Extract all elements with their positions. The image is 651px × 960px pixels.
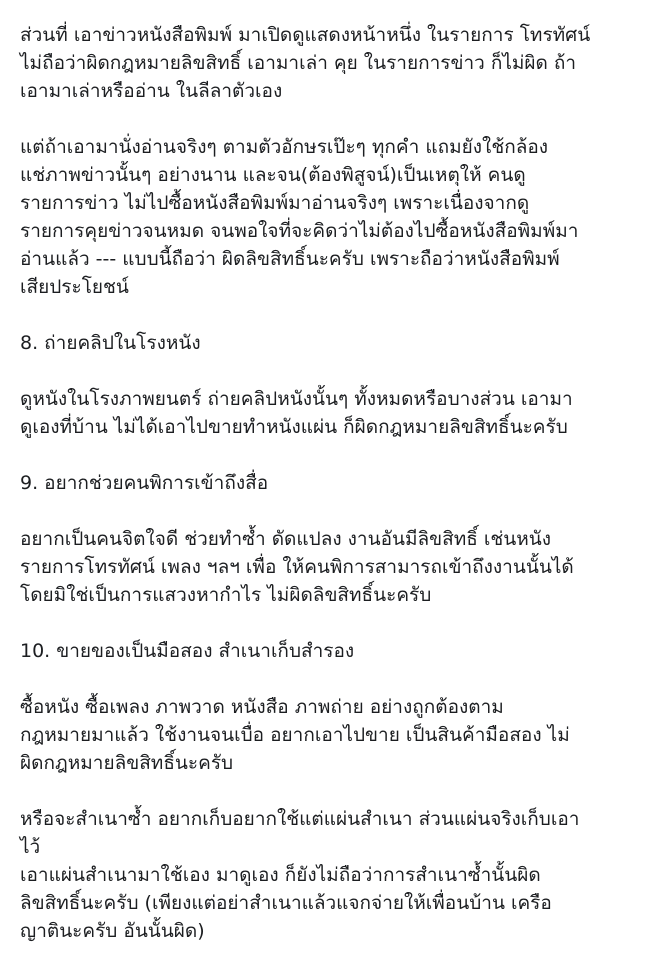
text-line: กฎหมายมาแล้ว ใช้งานจนเบื่อ อยากเอาไปขาย เป็นสินค้ามือสอง ไม่ bbox=[20, 724, 570, 746]
text-line: ดูหนังในโรงภาพยนตร์ ถ่ายคลิปหนังนั้นๆ ทั้งหมดหรือบางส่วน เอามา bbox=[20, 388, 573, 410]
text-line: รายการข่าว ไม่ไปซื้อหนังสือพิมพ์มาอ่านจริงๆ เพราะเนื่องจากดู bbox=[20, 192, 530, 214]
text-line: ลิขสิทธิ์นะครับ (เพียงแต่อย่าสำเนาแล้วแจกจ่ายให้เพื่อนบ้าน เครือ bbox=[20, 892, 552, 914]
section-heading: 10. ขายของเป็นมือสอง สำเนาเก็บสำรอง bbox=[20, 640, 355, 662]
section-heading: 9. อยากช่วยคนพิการเข้าถึงสื่อ bbox=[20, 472, 269, 494]
text-line: แช่ภาพข่าวนั้นๆ อย่างนาน และจน(ต้องพิสูจน์)เป็นเหตุให้ คนดู bbox=[20, 164, 526, 186]
text-line: ผิดกฎหมายลิขสิทธิ์นะครับ bbox=[20, 752, 234, 774]
text-line: รายการคุยข่าวจนหมด จนพอใจที่จะคิดว่าไม่ต้องไปซื้อหนังสือพิมพ์มา bbox=[20, 220, 579, 242]
section-heading: 8. ถ่ายคลิปในโรงหนัง bbox=[20, 332, 201, 354]
text-line: ส่วนที่ เอาข่าวหนังสือพิมพ์ มาเปิดดูแสดงหน้าหนึ่ง ในรายการ โทรทัศน์ bbox=[20, 24, 591, 46]
text-line: เอามาเล่าหรืออ่าน ในลีลาตัวเอง bbox=[20, 80, 283, 102]
text-line: โดยมิใช่เป็นการแสวงหากำไร ไม่ผิดลิขสิทธิ์นะครับ bbox=[20, 584, 432, 606]
text-line: ไม่ถือว่าผิดกฎหมายลิขสิทธิ์ เอามาเล่า คุย ในรายการข่าว ก็ไม่ผิด ถ้า bbox=[20, 52, 577, 74]
text-line: หรือจะสำเนาซ้ำ อยากเก็บอยากใช้แต่แผ่นสำเนา ส่วนแผ่นจริงเก็บเอา bbox=[20, 808, 580, 830]
text-line: รายการโทรทัศน์ เพลง ฯลฯ เพื่อ ให้คนพิการสามารถเข้าถึงงานนั้นได้ bbox=[20, 556, 574, 578]
text-line: เสียประโยชน์ bbox=[20, 276, 129, 298]
text-line: อยากเป็นคนจิตใจดี ช่วยทำซ้ำ ดัดแปลง งานอันมีลิขสิทธิ์ เช่นหนัง bbox=[20, 528, 552, 550]
text-line: ญาตินะครับ อันนั้นผิด) bbox=[20, 920, 205, 942]
text-line: ซื้อหนัง ซื้อเพลง ภาพวาด หนังสือ ภาพถ่าย อย่างถูกต้องตาม bbox=[20, 696, 504, 718]
text-line: เอาแผ่นสำเนามาใช้เอง มาดูเอง ก็ยังไม่ถือว่าการสำเนาซ้ำนั้นผิด bbox=[20, 864, 541, 886]
text-line: ดูเองที่บ้าน ไม่ได้เอาไปขายทำหนังแผ่น ก็ผิดกฎหมายลิขสิทธิ์นะครับ bbox=[20, 416, 568, 438]
text-line: อ่านแล้ว --- แบบนี้ถือว่า ผิดลิขสิทธิ์นะครับ เพราะถือว่าหนังสือพิมพ์ bbox=[20, 248, 560, 270]
text-line: แต่ถ้าเอามานั่งอ่านจริงๆ ตามตัวอักษรเป๊ะๆ ทุกคำ แถมยังใช้กล้อง bbox=[20, 136, 549, 158]
text-line: ไว้ bbox=[20, 836, 41, 858]
